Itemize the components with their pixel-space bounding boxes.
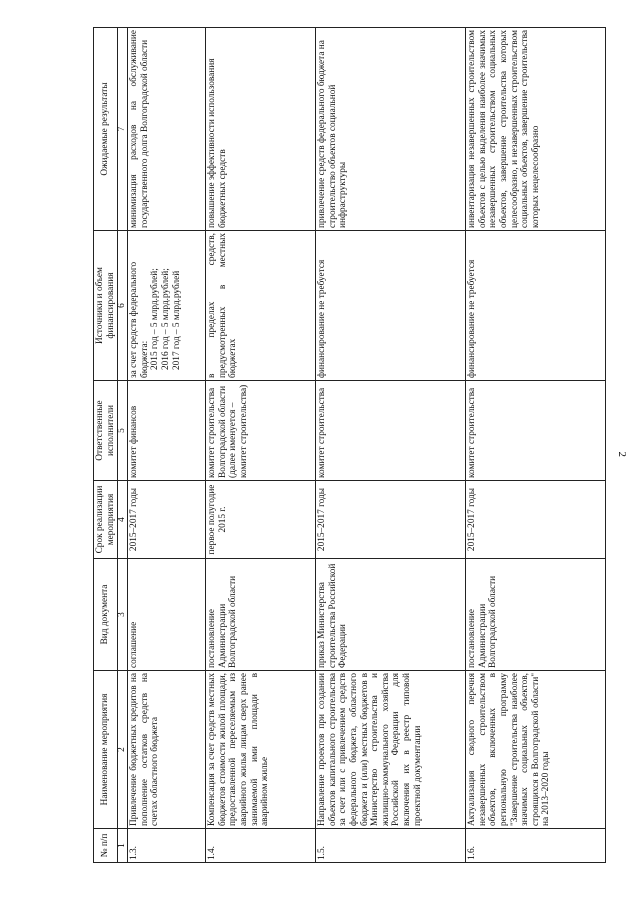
- financing-intro: финансирование не требуется: [467, 259, 478, 378]
- row-number: 1.5.: [316, 829, 466, 863]
- measure-name: Направление проектов при создании объектов капитального строительства за счет или с привлечением средств федерального бюджета, областного бюджета и (или) местных бюджетов в Министерство строительства и жилищно-коммунального хозяйства Российской Федерации для включения их в реестр типовой проектной документации: [316, 671, 466, 829]
- responsible-executor: комитет строительства Волгоградской области (далее именуется – комитет строительства): [206, 381, 316, 481]
- table-row: [206, 28, 316, 863]
- expected-result: привлечение средств федерального бюджета на строительство объектов социальной инфраструктуры: [316, 28, 466, 231]
- expected-result: минимизация расходов на обслуживание государственного долга Волгоградской области: [128, 28, 206, 231]
- implementation-term: 2015–2017 годы: [466, 481, 606, 559]
- responsible-executor: комитет финансов: [128, 381, 206, 481]
- header-exec: Ответственные исполнители: [94, 381, 118, 481]
- header-term: Срок реализации мероприятия: [94, 481, 118, 559]
- row-number: 1.3.: [128, 829, 206, 863]
- header-row: [94, 28, 118, 863]
- financing-intro: финансирование не требуется: [317, 259, 328, 378]
- column-number: 4: [118, 481, 128, 559]
- header-finance: Источники и объем финансирования: [94, 231, 118, 381]
- implementation-term: 2015–2017 годы: [316, 481, 466, 559]
- financing: [206, 231, 316, 381]
- column-number-row: [118, 28, 128, 863]
- column-number: 1: [118, 829, 128, 863]
- column-number: 6: [118, 231, 128, 381]
- header-doc: Вид документа: [94, 559, 118, 671]
- financing-line: 2016 год – 5 млрд.рублей;: [160, 268, 171, 370]
- measure-name: Актуализация сводного перечня незавершенных строительством объектов, включенных в региональную программу "Завершение строительства наиболее значимых социальных объектов, строящихся в Волгоградской области" на 2013–2020 годы: [466, 671, 606, 829]
- column-number: 2: [118, 671, 128, 829]
- measures-table: [93, 27, 606, 863]
- table-row: [128, 28, 206, 863]
- header-name: Наименование мероприятия: [94, 671, 118, 829]
- column-number: 5: [118, 381, 128, 481]
- page-number: 2: [616, 451, 628, 457]
- financing: [466, 231, 606, 381]
- financing: [128, 231, 206, 381]
- measure-name: Привлечение бюджетных кредитов на пополнение остатков средств на счетах областного бюджета: [128, 671, 206, 829]
- expected-result: инвентаризация незавершенных строительством объектов с целью выделения наиболее значимых незавершенных строительством социальных объектов, завершение строительства которых целесообразно, и незавершенных строительством социальных объектов, завершение строительства которых нецелесообразно: [466, 28, 606, 231]
- document-type: постановление Администрации Волгоградской области: [466, 559, 606, 671]
- table-row: [316, 28, 466, 863]
- column-number: 3: [118, 559, 128, 671]
- responsible-executor: комитет строительства: [316, 381, 466, 481]
- header-result: Ожидаемые результаты: [94, 28, 118, 231]
- document-type: постановление Администрации Волгоградской области: [206, 559, 316, 671]
- document-type: соглашение: [128, 559, 206, 671]
- expected-result: повышение эффективности использования бюджетных средств: [206, 28, 316, 231]
- financing-line: 2015 год – 5 млрд.рублей;: [150, 268, 161, 370]
- implementation-term: 2015–2017 годы: [128, 481, 206, 559]
- header-num: № п/п: [94, 829, 118, 863]
- responsible-executor: комитет строительства: [466, 381, 606, 481]
- financing-intro: в пределах средств, предусмотренных в местных бюджетах: [207, 233, 239, 378]
- row-number: 1.6.: [466, 829, 606, 863]
- column-number: 7: [118, 28, 128, 231]
- financing: [316, 231, 466, 381]
- measure-name: Компенсация за счет средств местных бюджетов стоимости жилой площади, предоставленной переселяемым из аварийного жилья лицам сверх ранее занимаемой ими площади в аварийном жилье: [206, 671, 316, 829]
- row-number: 1.4.: [206, 829, 316, 863]
- document-type: приказ Министерства строительства Российской Федерации: [316, 559, 466, 671]
- financing-line: 2017 год – 5 млрд.рублей: [171, 270, 182, 370]
- table-row: [466, 28, 606, 863]
- financing-intro: за счет средств федерального бюджета:: [129, 261, 150, 378]
- implementation-term: первое полугодие 2015 г.: [206, 481, 316, 559]
